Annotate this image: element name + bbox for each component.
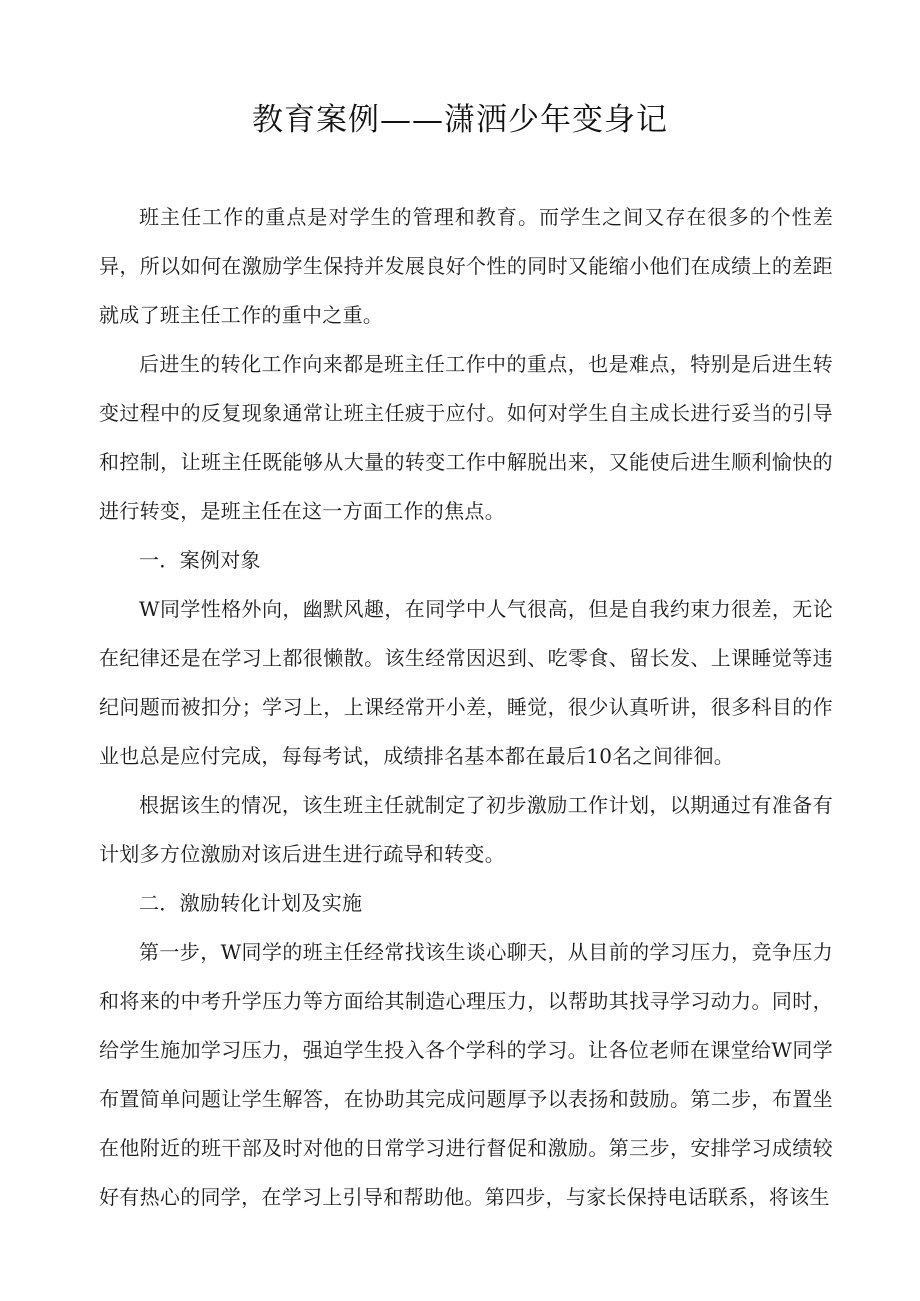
paragraph-plan-summary: 根据该生的情况，该生班主任就制定了初步激励工作计划，以期通过有准备有计划多方位激励对该后进生进行疏导和转变。: [99, 793, 833, 866]
paragraph-intro: 班主任工作的重点是对学生的管理和教育。而学生之间又存在很多的个性差异，所以如何在激励学生保持并发展良好个性的同时又能缩小他们在成绩上的差距就成了班主任工作的重中之重。: [99, 205, 833, 327]
paragraph-plan-steps: 第一步，W同学的班主任经常找该生谈心聊天，从目前的学习压力，竞争压力和将来的中考升学压力等方面给其制造心理压力，以帮助其找寻学习动力。同时，给学生施加学习压力，强迫学生投入各个学科的学习。让各位老师在课堂给W同学布置简单问题让学生解答，在协助其完成问题厚予以表扬和鼓励。第二步，布置坐在他附近的班干部及时对他的日常学习进行督促和激励。第三步，安排学习成绩较好有热心的同学，在学习上引导和帮助他。第四步，与家长保持电话联系，将该生: [99, 940, 833, 1209]
section-heading-plan: 二．激励转化计划及实施: [139, 891, 363, 915]
paragraph-student-profile: W同学性格外向，幽默风趣，在同学中人气很高，但是自我约束力很差，无论在纪律还是在学习上都很懒散。该生经常因迟到、吃零食、留长发、上课睡觉等违纪问题而被扣分；学习上，上课经常开小差，睡觉，很少认真听讲，很多科目的作业也总是应付完成，每每考试，成绩排名基本都在最后10名之间徘徊。: [99, 597, 833, 768]
document-body: [99, 193, 833, 1222]
section-heading-case-subject: 一．案例对象: [139, 548, 261, 572]
paragraph-underachiever: 后进生的转化工作向来都是班主任工作中的重点，也是难点，特别是后进生转变过程中的反复现象通常让班主任疲于应付。如何对学生自主成长进行妥当的引导和控制，让班主任既能够从大量的转变工作中解脱出来，又能使后进生顺利愉快的进行转变，是班主任在这一方面工作的焦点。: [99, 352, 833, 523]
document-title: 教育案例——潇洒少年变身记: [252, 102, 668, 138]
